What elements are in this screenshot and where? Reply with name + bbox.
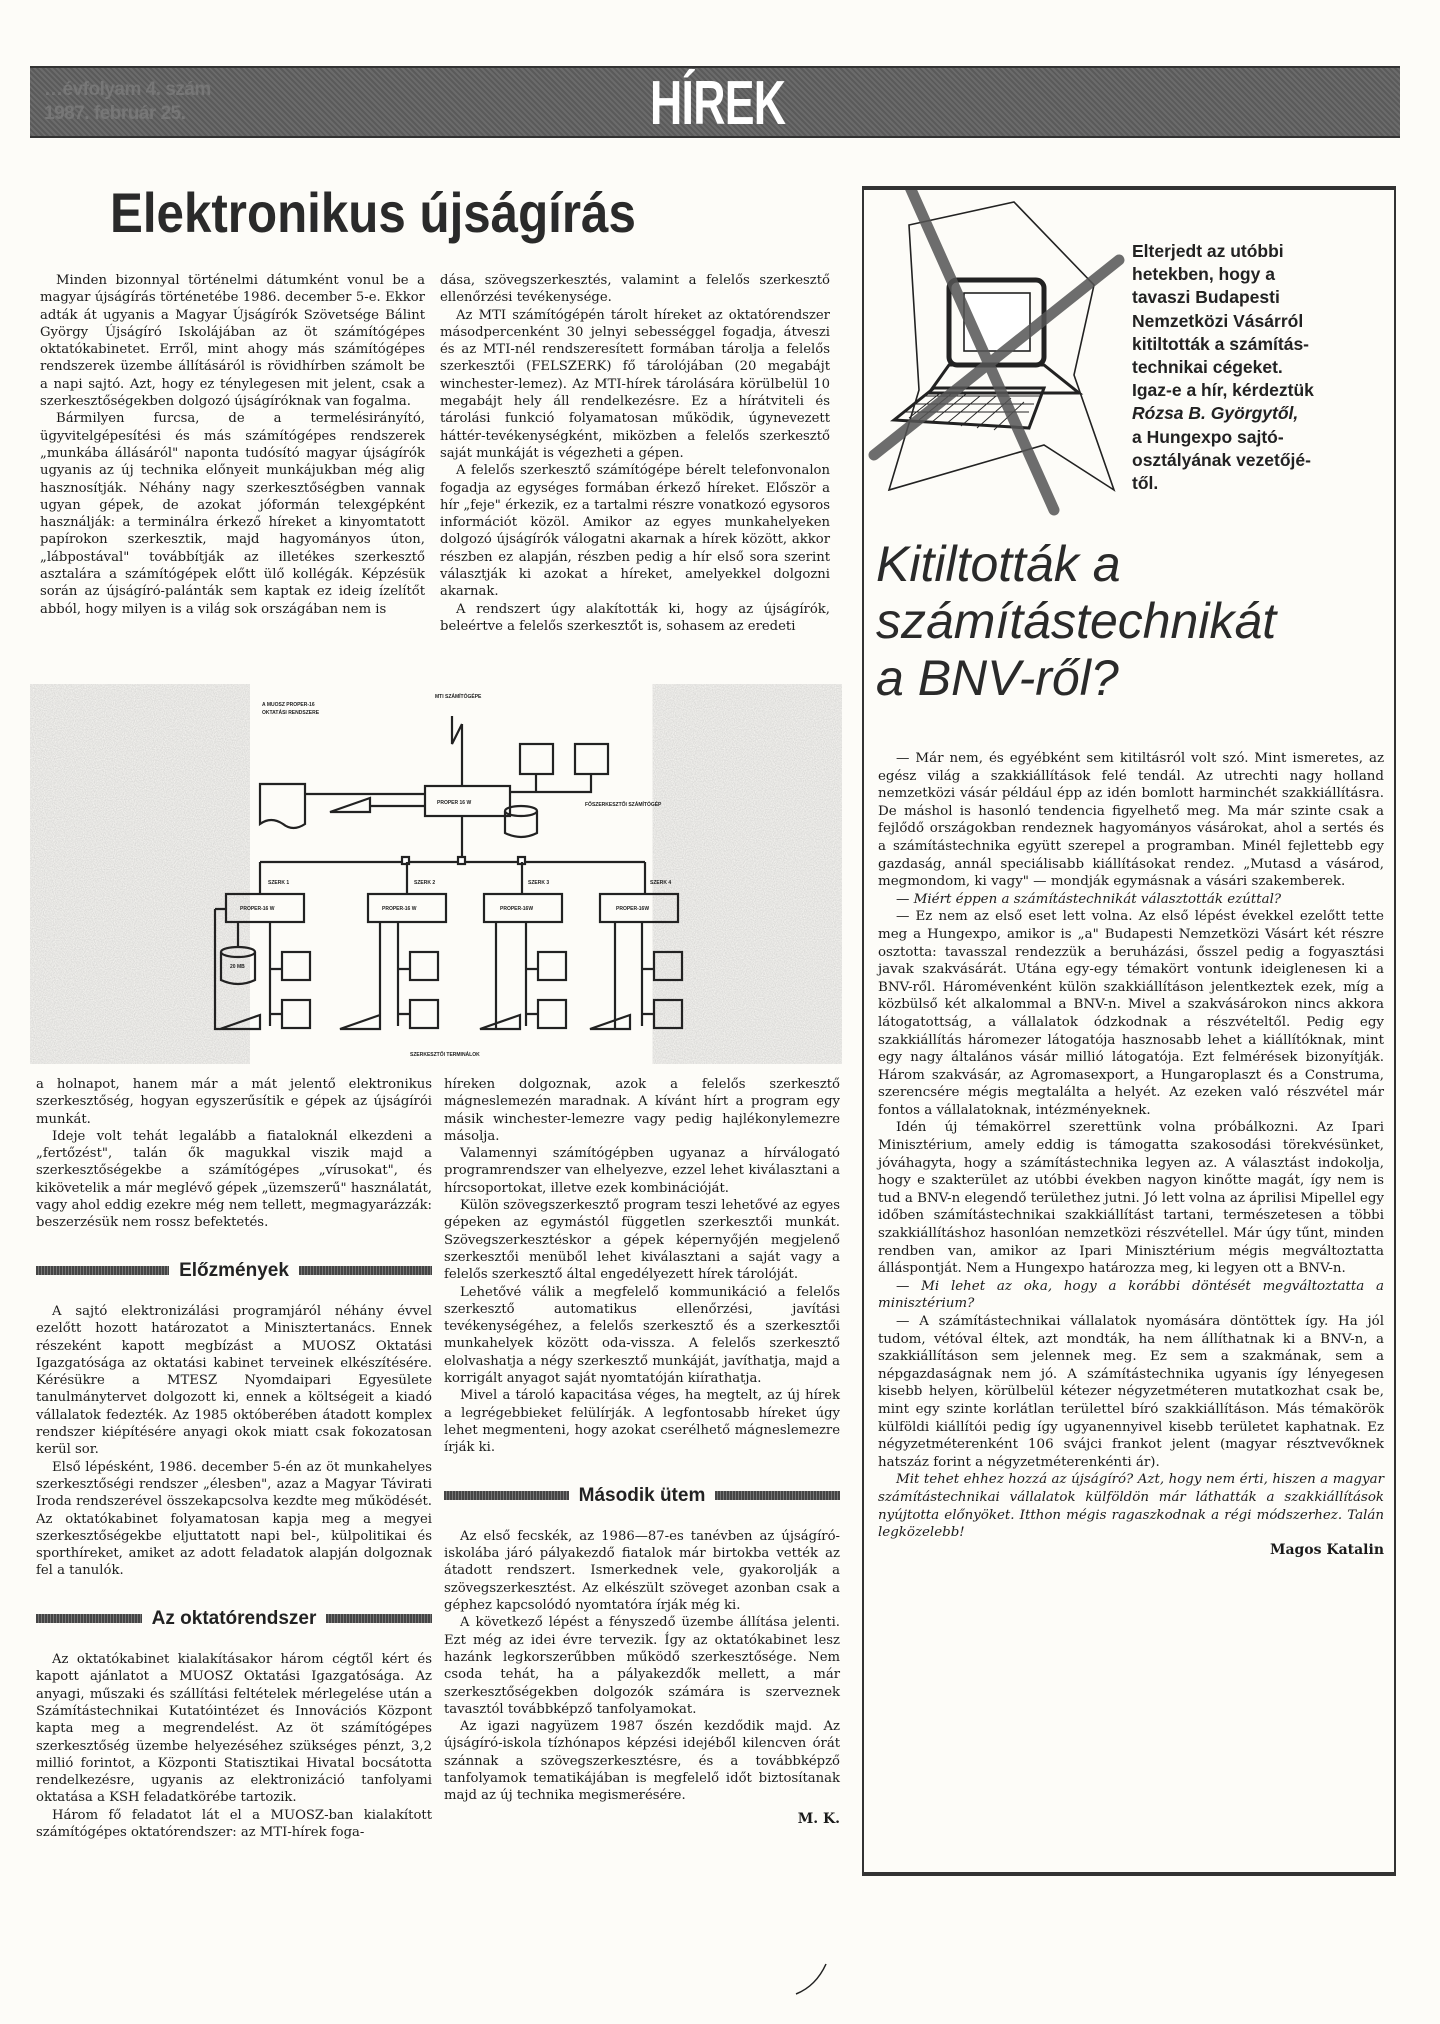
intro-line: től. [1132, 473, 1159, 494]
article-paragraph: A következő lépést a fényszedő üzembe állítása jelenti. Ezt még az idei évre tervezik. Így az oktatókabinet lesz hazánk legkorszerűbben működő szerkesztősége. Nem csoda tehát, ha a pályakezdők mellett, a már szerkesztőségekben dolgozók számára is szerveznek tavasztól továbbképző tanfolyamokat. [444, 1615, 840, 1717]
article-paragraph: A felelős szerkesztő számítógépe bérelt telefonvonalon fogadja az egységes formában érkező híreket. Először a hír „feje" érkezik, ez a tartalmi részre vonatkozó egysoros információt közöl. Amikor az egyes munkahelyeken dolgozó újságírók válogatni akarnak a hírek között, akkor részben ez alapján, részben pedig a hír első sora szerint választják ki azokat a híreket, amelyekkel dolgozni akarnak. [440, 463, 830, 600]
subheading-text: Előzmények [179, 1259, 289, 1281]
rule-divider [299, 1266, 432, 1275]
station-2-computer: PROPER-16 W [382, 906, 417, 912]
rule-divider [36, 1614, 142, 1623]
article-paragraph: Az első fecskék, az 1986—87-es tanévben az újságíró-iskolába járó pályakezdő fiatalok már birtokba vették az átadott rendszert. Ismerkednek vele, gyakorolják a szövegszerkesztést. Az elkészült szöveget azonban csak a géphez kapcsolódó nyomtatóra írják még ki. [444, 1528, 840, 1614]
terminal-box [520, 744, 553, 774]
station-3-label: SZERK 3 [528, 880, 550, 886]
article-title: Elektronikus újságírás [110, 181, 636, 244]
diagram-title-2: OKTATÁSI RENDSZERE [262, 710, 320, 716]
article-paragraph: Valamennyi számítógépben ugyanaz a hírválogató programrendszer van elhelyezve, ezzel lehet kiválasztani a hírcsoportokat, illetve ezek kombinációját. [444, 1146, 840, 1196]
pen-mark-icon [790, 1960, 830, 2000]
printer-icon [260, 784, 305, 828]
interview-question: — Mi lehet az oka, hogy a korábbi döntését megváltoztatta a minisztérium? [878, 1278, 1384, 1312]
station-3-computer: PROPER-16W [500, 906, 534, 912]
subheading-text: Második ütem [578, 1484, 706, 1506]
terminal-icon [330, 798, 370, 812]
station-terminals [215, 909, 682, 1029]
interviewee-name: Rózsa B. Györgytől, [1132, 403, 1299, 424]
article-paragraph: Első lépésként, 1986. december 5-én az öt munkahelyes szerkesztőségi rendszer „élesben", azaz a Magyar Távirati Iroda rendszerével összekapcsolva kezdte meg működését. Az oktatókabinet folyamatosan kapja meg a megyei szerkesztőségekbe eljuttatott napi bel-, külpolitikai és sporthíreket, amiket az adott feladatok alapján dolgoznak fel a tanulók. [36, 1459, 432, 1579]
interview-answer: — A számítástechnikai vállalatok nyomására döntöttek így. Ha jól tudom, vétóval éltek, azt mondták, ha nem állíthatnak ki a BNV-n, a szakkiállításon sem jelennek meg. Ez sem a szakmának, sem a népgazdaságnak nem jó. A számítástechnika ugyanis így lényegesen kisebb helyen, körülbelül kétezer négyzetméteren mutatkozhat csak be, mint egy szinte korlátlan területtel bíró szakkiállításon. Más témakörök külföldi kiállítói pedig így ugyanennyivel kisebb területet kaphatnak. Ez négyzetméterenként 106 svájci frankot jelent (magyar résztvevőknek hatszáz forint a négyzetméterenkénti ár). [878, 1314, 1384, 1470]
rule-divider [444, 1491, 569, 1500]
interview-title [876, 536, 1386, 707]
cross-stroke-icon [909, 190, 1054, 510]
interview-intro [1132, 240, 1394, 495]
intro-line: Elterjedt az utóbbi [1132, 241, 1284, 261]
section-title: HÍREK [650, 69, 786, 138]
station-4-computer: PROPER-16W [616, 906, 650, 912]
station-2-label: SZERK 2 [414, 880, 436, 886]
author-name: Magos Katalin [1269, 1541, 1384, 1558]
subheading-elozmenyek [36, 1259, 432, 1281]
main-computer-caption: FŐSZERKESZTŐI SZÁMÍTÓGÉP [585, 802, 662, 808]
article-paragraph: Mivel a tároló kapacitása véges, ha megtelt, az új hírek a legrégebbieket felülírják. A legfontosabb híreket úgy lehet megmenteni, hogy azokat cserélhető mágneslemezre írják ki. [444, 1388, 840, 1456]
intro-line: hetekben, hogy a [1132, 264, 1275, 285]
intro-line: tavaszi Budapesti [1132, 287, 1280, 308]
terminals-label: SZERKESZTŐI TERMINÁLOK [410, 1052, 480, 1058]
article-paragraph: Ideje volt tehát legalább a fiataloknál elkezdeni a „fertőzést", talán ők magukkal viszik majd a szerkesztőségekbe a számítógépes „vírusokat", és kikövetelik a már meglévő gépek „üzemszerű" használatát, vagy ahol eddig ezekre még nem tellett, megmagyarázzák: beszerzésük nem rossz befektetés. [36, 1128, 432, 1231]
article-paragraph: Külön szövegszerkesztő program teszi lehetővé az egyes gépeken az egymástól független szerkesztői munkát. Szövegszerkesztéskor a gépek képernyőjén megjelenő szerkesztői menüből lehet kiválasztani a saját vagy a felelős szerkesztő által engedélyezett hírek tárolóját. [444, 1198, 840, 1283]
rule-divider [36, 1266, 169, 1275]
network-diagram [30, 684, 842, 1064]
issue-info [44, 78, 211, 126]
article-paragraph: Minden bizonnyal történelmi dátumként vonul be a magyar újságírás történetébe 1986. december 5-e. Ekkor adták át ugyanis a Magyar Újságírók Szövetsége Bálint György Újságíró Iskolájában az öt számítógépes oktatókabinetet. Erről, mint ahogy más számítógépes rendszerek üzembe állításáról is rövidhírben számolt be a napi sajtó. Azt, hogy ez ténylegesen mit jelent, csak a szerkesztőségekben dolgozó újságíróknak van fogalma. [40, 273, 425, 410]
author-initials: M. K. [797, 1810, 840, 1827]
intro-line: kitiltották a számítás- [1132, 333, 1309, 354]
title-line: Kitiltották a [876, 536, 1121, 592]
subheading-masodik-utem [444, 1484, 840, 1506]
intro-line: a Hungexpo sajtó- [1132, 426, 1284, 447]
title-line: a BNV-ről? [876, 650, 1119, 706]
subheading-text: Az oktatórendszer [151, 1607, 317, 1629]
disk-label: 20 MB [230, 964, 245, 970]
station-1-label: SZERK 1 [268, 880, 290, 886]
interview-question: Mit tehet ehhez hozzá az újságíró? Azt, hogy nem érti, hiszen a magyar számítástechnikai vállalatok külföldön már láthatták a szakkiállítások nyújtotta előnyöket. Itthon mégis ragaszkodnak a régi módszerhez. Talán legközelebb! [878, 1472, 1384, 1541]
article-paragraph: a holnapot, hanem már a mát jelentő elektronikus szerkesztőség, hogyan egyszerűsítik e gépek az újságírói munkát. [36, 1077, 432, 1127]
rule-divider [715, 1491, 840, 1500]
diagram-title-1: A MUOSZ PROPER-16 [262, 702, 315, 708]
station-1-computer: PROPER-16 W [240, 906, 275, 912]
telephone-line-icon [452, 716, 462, 744]
interview-answer: — Ez nem az első eset lett volna. Az első lépést évekkel ezelőtt tette meg a Hungexpo, amikor is „a" Budapesti Nemzetközi Vásárt két részre osztotta: tavasszal rendezzük a beruházási, ősszel pedig a fogyasztási javak szakvásárát. Utána egy-egy témakört vontunk ideiglenesen ki a BNV-ről. Háromévenként külön szakkiállításon jelentkeztek ezek, míg a közbülső két alkalommal a BNV-n. Mivel a szakvásárokon nincs akkora látogatottság, a vállalatok ódzkodnak a részvételtől. Pedig egy szakkiállítás háromezer látogatója hasznosabb lehet a kiállítóknak, mint egy nagy általános vásár millió látogatója. Ezt felmérések bizonyítják. Három szakvásár, az Agromasexport, a Hungaroplaszt és a Construma, szerencsére mégis megtalálta a helyét. Az ezeken való részvétel már fontos a vállalatoknak, intézményeknek. [878, 909, 1384, 1118]
intro-line: osztályának vezetőjé- [1132, 449, 1311, 470]
intro-line: technikai cégeket. [1132, 357, 1283, 378]
mti-label: MTI SZÁMÍTÓGÉPE [435, 694, 482, 700]
interview-answer: — Már nem, és egyébként sem kitiltásról volt szó. Mint ismeretes, az egész világ a szakkiállítások felé tendál. Az utrechti nagy holland nemzetközi vásár például épp az idén bomlott harminchét szakkiállításra. De máshol is hasonló tendencia figyelhető meg. Ma már szinte csak a fejlődő országokban rendeznek hagyományos vásárokat, ahol a sertés és a számítástechnika együtt szerepel a programban. Minél fejlettebb egy gazdaság, annál speciálisabb kiállításokat rendez. „Mutasd a vásárod, megmondom, ki vagy" — mondják egymásnak a vásári szakemberek. [878, 751, 1384, 890]
interview-box [862, 186, 1396, 1876]
article-paragraph: A rendszert úgy alakították ki, hogy az újságírók, beleértve a felelős szerkesztőt is, sohasem az eredeti [440, 601, 830, 634]
interview-question: — Miért éppen a számítástechnikát választották ezúttal? [896, 891, 1282, 907]
bleed-through-right [670, 684, 842, 1054]
issue-date: 1987. február 25. [44, 103, 186, 124]
article-column-1-bottom [36, 1076, 432, 1841]
article-paragraph: Három fő feladatot lát el a MUOSZ-ban kialakított számítógépes oktatórendszer: az MTI-hírek foga- [36, 1807, 432, 1840]
article-column-2-bottom [444, 1076, 840, 1828]
interview-body [878, 750, 1384, 1559]
intro-line: Igaz-e a hír, kérdeztük [1132, 380, 1314, 401]
article-paragraph: Az igazi nagyüzem 1987 őszén kezdődik majd. Az újságíró-iskola tízhónapos képzési idejéből kilencven órát szánnak a szövegszerkesztésre, és a továbbképző tanfolyamok tematikájában is megfelelő időt biztosítanak majd az új technika megismerésére. [444, 1719, 840, 1804]
issue-number: …évfolyam 4. szám [44, 79, 211, 100]
subheading-oktatorendszer [36, 1607, 432, 1629]
article-column-2-top [440, 272, 830, 635]
article-paragraph: Bármilyen furcsa, de a termelésirányító, ügyvitelgépesítési és más számítógépes rendszerek „munkába állásáról" naponta tudósító magyar újságírók ugyanis az új technika előnyeit munkájukban még alig hasznosítják. Néhány nagy szerkesztőségben vannak ugyan gépek, de azokat jóformán telexgépként használják: a terminálra érkező híreket a kinyomtatott papírokon szerkesztik, majd hagyományos úton, „lábpostával" továbbítják az illetékes szerkesztő asztalára a számítógépek előtt ülő kollégák. Képzésük során az újságíró-palánták sem kaptak ez ideig ízelítőt abból, hogy milyen is a világ sok országában nem is [40, 411, 425, 617]
article-paragraph: Az oktatókabinet kialakításakor három cégtől kért és kapott ajánlatot a MUOSZ Oktatási Igazgatósága. Az anyagi, műszaki és szállítási feltételek mérlegelése után a Számítástechnikai Kutatóintézet és Innovációs Központ kapta meg a megrendelést. Az öt számítógépes szerkesztőség üzembe helyezéséhez szükséges pénzt, 3,2 millió forintot, a Központi Statisztikai Hivatal bocsátotta rendelkezésre, ugyanis az elektronizáció tanfolyami oktatása a KSH feladatkörébe tartozik. [36, 1652, 432, 1806]
article-paragraph: A sajtó elektronizálási programjáról néhány évvel ezelőtt hozott határozatot a Minisztertanács. Ennek részeként kapott megbízást a MUOSZ Oktatási Igazgatósága az oktatási kabinet terveinek elkészítésére. Kérésükre a MTESZ Nyomdaipari Egyesülete tanulmánytervet dolgozott ki, ennek a költségeit a kiadó vállalatok fedezték. Az 1985 októberében átadott komplex rendszer kiépítésére anyagi okok miatt csak fokozatosan kerül sor. [36, 1303, 432, 1458]
article-paragraph: híreken dolgoznak, azok a felelős szerkesztő mágneslemezén maradnak. A kívánt hírt a program egy másik winchester-lemezre vagy pedig hajlékonylemezre másolja. [444, 1077, 840, 1144]
intro-line: Nemzetközi Vásárról [1132, 310, 1304, 331]
article-paragraph: Lehetővé válik a megfelelő kommunikáció a felelős szerkesztő automatikus ellenőrzési, javítási tevékenységéhez, a felelős szerkesztő és a szerkesztői munkahelyek között oda-vissza. A felelős szerkesztő elolvashatja a négy szerkesztő munkáját, javíthatja, majd a korrigált anyagot saját nyomtatóján kiírathatja. [444, 1284, 840, 1387]
station-4-label: SZERK 4 [650, 880, 672, 886]
crossed-out-computer-illustration [864, 190, 1134, 520]
article-paragraph: Az MTI számítógépén tárolt híreket az oktatórendszer másodpercenként 30 jelnyi sebességgel fogadja, átveszi és az MTI-nél rendszeresített formában tárolja a felelős szerkesztői (FELSZERK) fő tárolójában (20 megabájt winchester-lemez). Az MTI-hírek tárolására körülbelül 10 megabájt hely áll rendelkezésre. Ez a hírátviteli és tárolási funkció folyamatosan működik, úgynevezett háttér-tevékenységként, miközben a felelős szerkesztő saját munkáját is végezheti a gépen. [440, 307, 830, 461]
main-computer-label: PROPER 16 W [437, 800, 472, 806]
section-banner [30, 66, 1400, 138]
article-column-1-top [40, 272, 425, 618]
title-line: számítástechnikát [876, 593, 1277, 649]
interview-answer: Idén új témakörrel szerettünk volna próbálkozni. Az Ipari Minisztérium, amely eddig is támogatta szakosodási törekvésünket, jóváhagyta, hogy a számítástechnika legyen az. A választást indokolja, hogy e szakterület az utóbbi években nagyon kinőtte magát, így nem is tud a BNV-n elegendő területhez jutni. Jó lett volna az áprilisi Mipellel egy időben számítástechnikai szakkiállítást tartani, természetesen a többi szakkiállításhoz hasonlóan nemzetközi részvétellel. Már úgy tűnt, minden rendben van, amikor az Ipari Minisztérium mégis megváltoztatta álláspontját. Nem a Hungexpo határozza meg, ki legyen ott a BNV-n. [878, 1120, 1384, 1277]
terminal-box [575, 744, 608, 774]
article-paragraph: dása, szövegszerkesztés, valamint a felelős szerkesztő ellenőrzési tevékenysége. [440, 273, 830, 306]
diagram-svg [30, 684, 842, 1064]
bleed-through-left [30, 684, 230, 1064]
rule-divider [326, 1614, 432, 1623]
